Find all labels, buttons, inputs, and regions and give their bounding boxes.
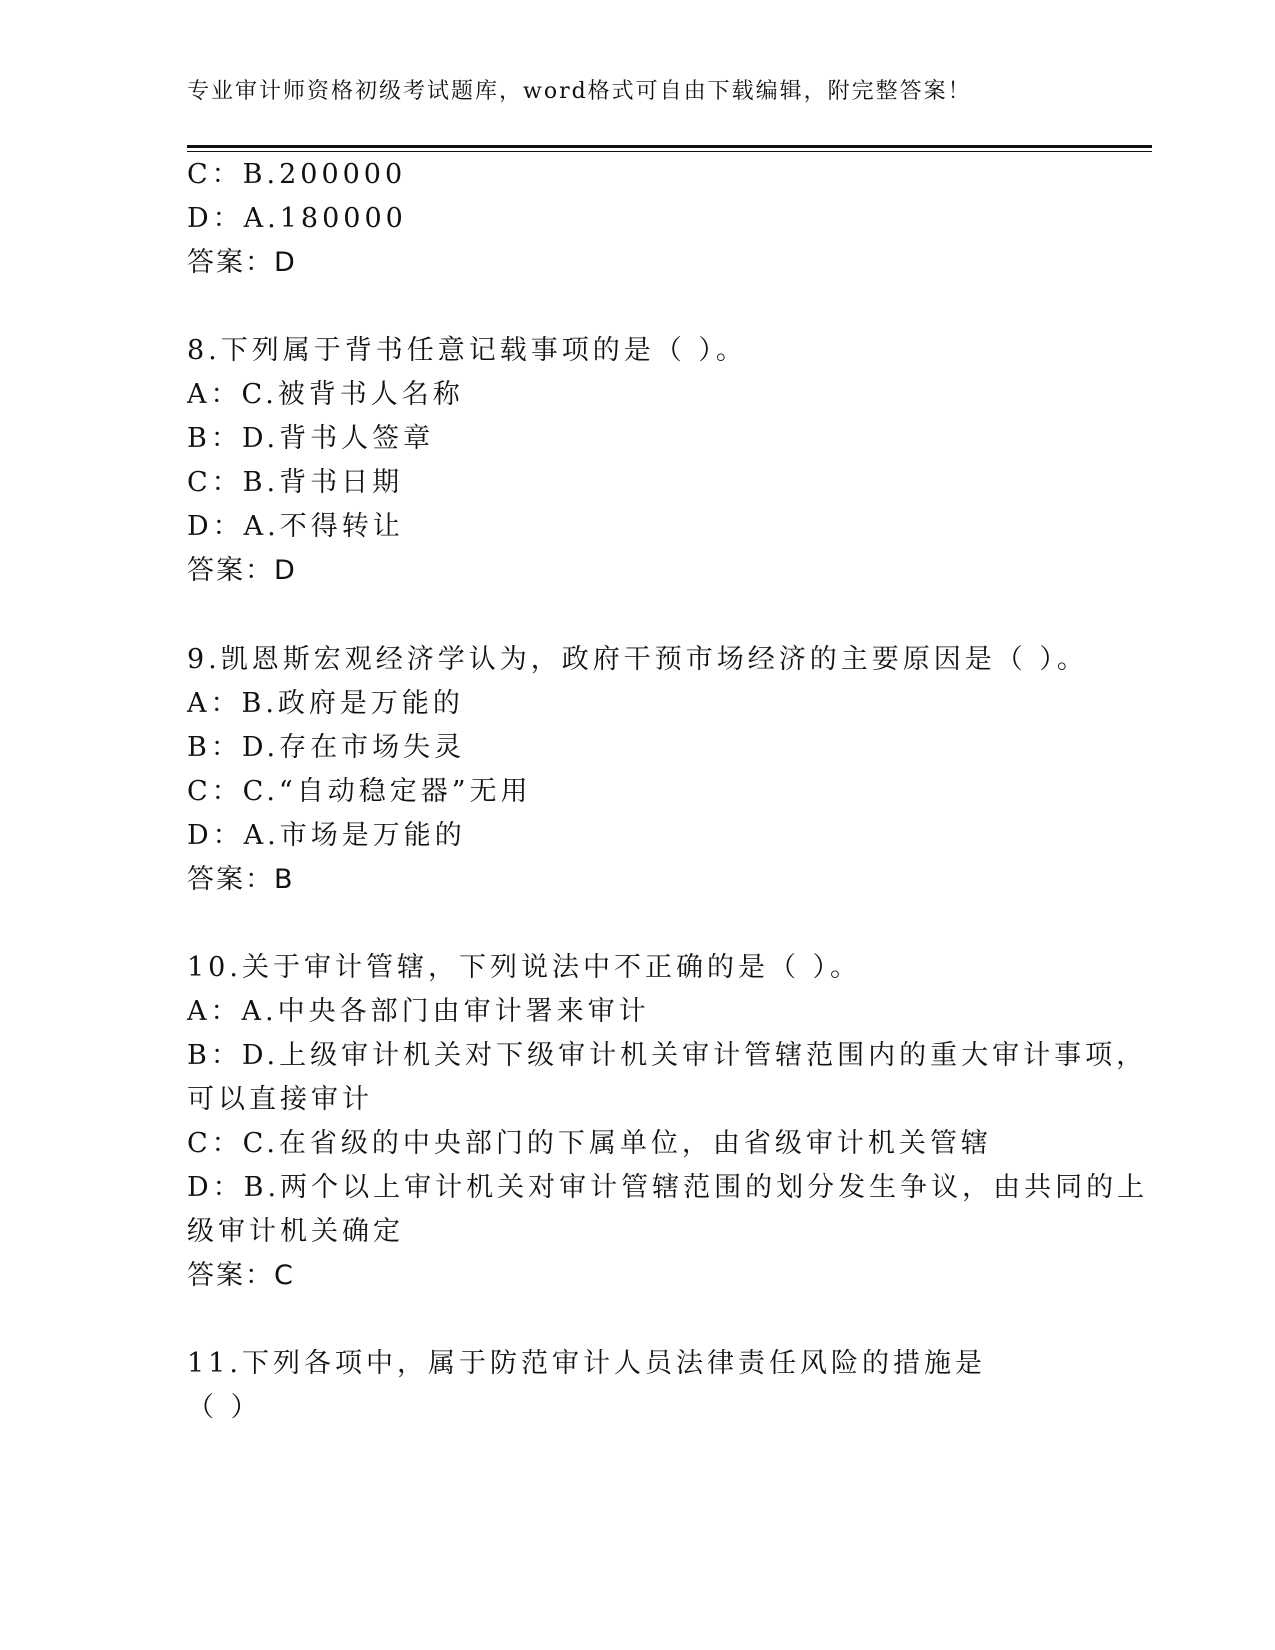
question-8-option-c: C：B.背书日期 <box>187 467 404 498</box>
question-10-option-d-cont: 级审计机关确定 <box>187 1216 404 1247</box>
answer-9: 答案：B <box>187 864 295 895</box>
option-c: C：B.200000 <box>187 159 407 190</box>
question-8-option-a: A：C.被背书人名称 <box>187 379 464 410</box>
question-9-option-c: C：C.“自动稳定器”无用 <box>187 776 532 807</box>
question-8: 8.下列属于背书任意记载事项的是（ ）。 <box>187 335 747 366</box>
question-8-option-d: D：A.不得转让 <box>187 511 404 542</box>
question-9-option-d: D：A.市场是万能的 <box>187 820 466 851</box>
question-10: 10.关于审计管辖，下列说法中不正确的是（ ）。 <box>187 952 862 983</box>
answer-10: 答案：C <box>187 1260 295 1291</box>
question-8-option-b: B：D.背书人签章 <box>187 423 435 454</box>
option-d: D：A.180000 <box>187 203 407 234</box>
question-9: 9.凯恩斯宏观经济学认为，政府干预市场经济的主要原因是（ ）。 <box>187 644 1088 675</box>
answer-8: 答案：D <box>187 555 297 586</box>
question-10-option-b-cont: 可以直接审计 <box>187 1084 373 1115</box>
question-9-option-a: A：B.政府是万能的 <box>187 688 464 719</box>
question-11-blank: （ ） <box>187 1392 262 1423</box>
question-10-option-d: D：B.两个以上审计机关对审计管辖范围的划分发生争议，由共同的上 <box>187 1172 1149 1203</box>
question-10-option-c: C：C.在省级的中央部门的下属单位，由省级审计机关管辖 <box>187 1128 992 1159</box>
answer-7: 答案：D <box>187 247 297 278</box>
page-header: 专业审计师资格初级考试题库，word格式可自由下载编辑，附完整答案！ <box>187 79 972 104</box>
header-rule-thick <box>187 145 1152 148</box>
header-rule-thin <box>187 151 1152 152</box>
question-9-option-b: B：D.存在市场失灵 <box>187 732 466 763</box>
question-10-option-b: B：D.上级审计机关对下级审计机关审计管辖范围内的重大审计事项， <box>187 1040 1148 1071</box>
question-11: 11.下列各项中，属于防范审计人员法律责任风险的措施是 <box>187 1348 986 1379</box>
question-10-option-a: A：A.中央各部门由审计署来审计 <box>187 996 650 1027</box>
